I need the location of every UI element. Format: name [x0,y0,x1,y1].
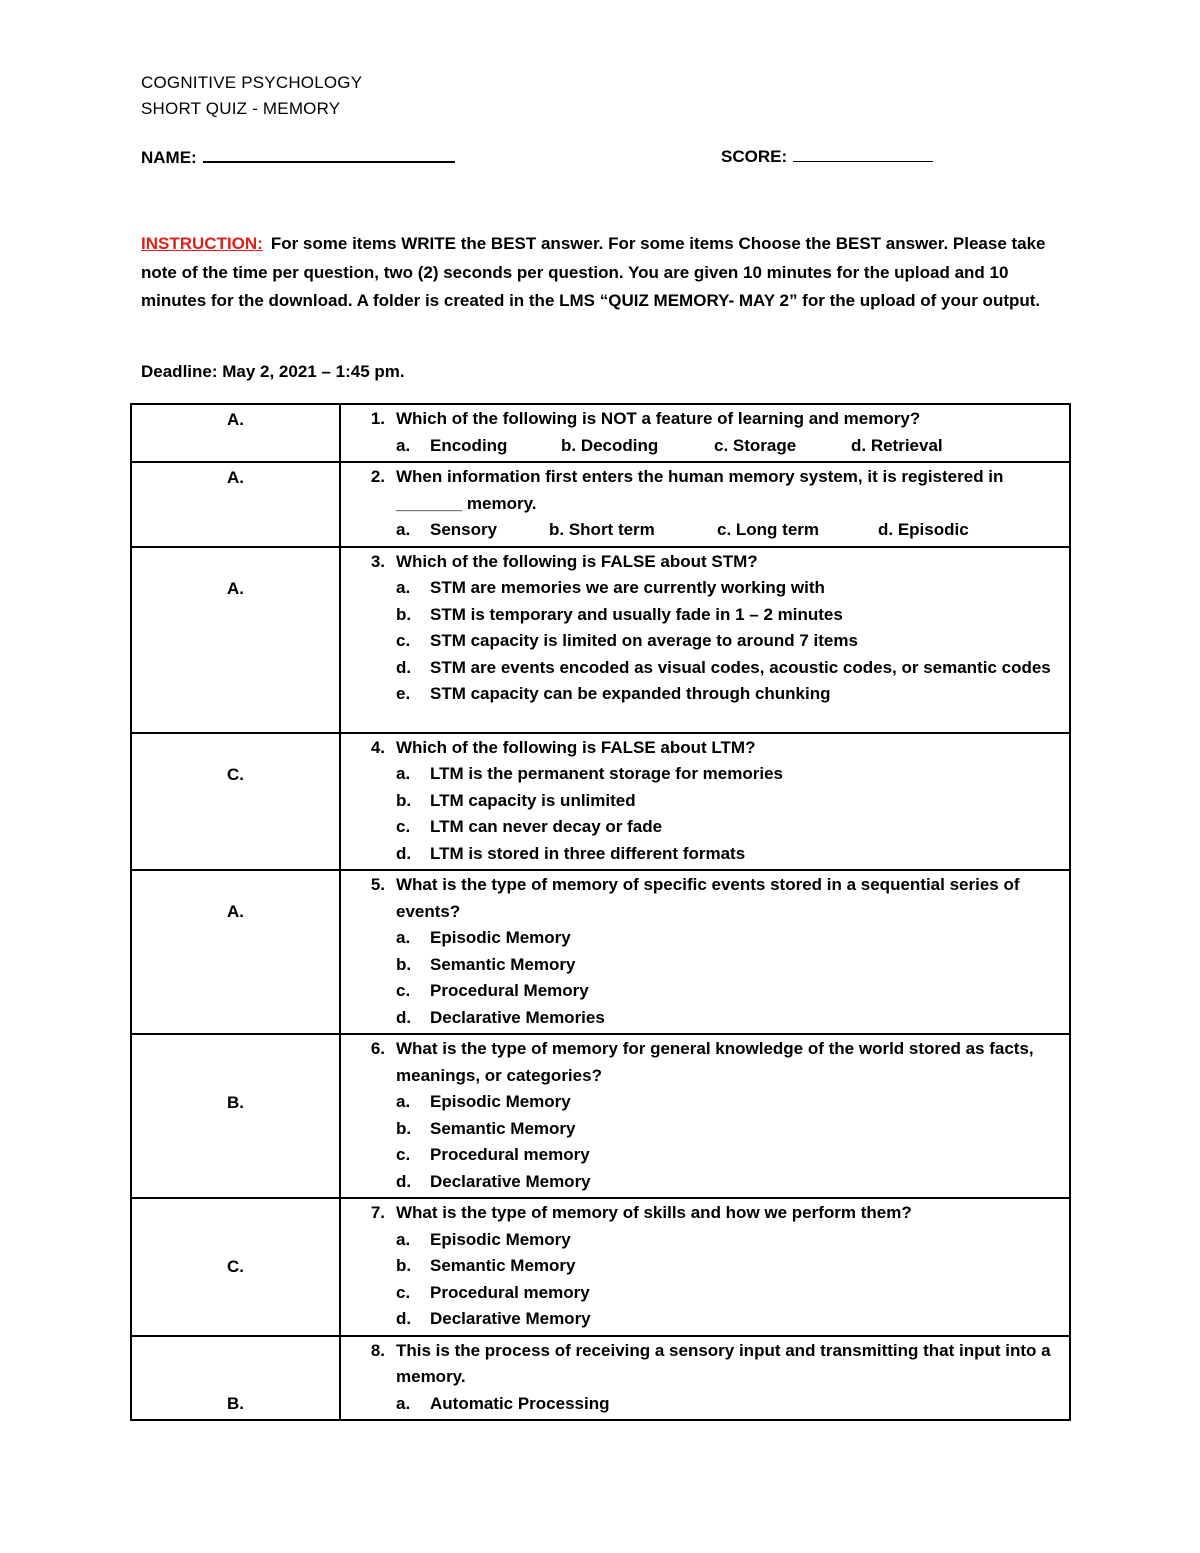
option-item[interactable] [351,788,1057,815]
question-stem [351,1200,1057,1227]
answer-cell[interactable] [131,404,340,462]
answer-text: A. [227,902,244,921]
question-stem [351,1036,1057,1089]
option-letter: d. [396,1007,412,1027]
question-row-5 [131,870,1070,1034]
option-letter: c. [396,1145,411,1164]
question-row-3 [131,547,1070,733]
option-letter: b. [396,1118,412,1138]
option-letter: b. [396,1256,412,1275]
option-item[interactable] [351,1116,1057,1143]
option-letter: c. [396,631,411,650]
option-item[interactable] [351,1306,1057,1333]
option-letter: b. [396,604,412,624]
question-cell [340,1336,1070,1421]
option-item[interactable] [351,1142,1057,1169]
answer-cell[interactable] [131,733,340,871]
question-text: What is the type of memory of specific events stored in a sequential series of events? [396,875,1020,921]
question-text: Which of the following is FALSE about LTM? [396,737,756,757]
question-number: 7. [370,1203,385,1222]
option-text: Procedural Memory [430,981,589,1000]
option-letter: d. [396,1309,412,1328]
option-letter: d. [396,657,412,677]
option-text: STM are memories we are currently working with [430,578,825,597]
option-text: Episodic Memory [430,1092,571,1111]
option-text: Automatic Processing [430,1393,610,1413]
quiz-title: SHORT QUIZ - MEMORY [141,99,341,118]
option-text: Procedural memory [430,1145,590,1164]
inline-option[interactable]: c. Storage [714,435,797,455]
option-letter: a. [396,1092,411,1111]
inline-option[interactable]: c. Long term [717,520,820,539]
option-item[interactable] [351,628,1057,655]
question-stem [351,406,1057,433]
option-letter: a. [396,764,411,783]
score-field [721,145,933,167]
question-text: This is the process of receiving a sensory input and transmitting that input into a memory. [396,1340,1051,1386]
option-item[interactable] [351,1227,1057,1254]
option-letter: c. [396,981,411,1000]
question-row-7 [131,1198,1070,1336]
question-text: What is the type of memory for general knowledge of the world stored as facts, meanings, or categories? [396,1039,1034,1085]
option-text: Declarative Memory [430,1171,591,1191]
option-text: LTM can never decay or fade [430,817,663,836]
answer-text: A. [227,410,244,429]
question-number: 8. [370,1340,385,1360]
quiz-table [130,403,1071,1421]
option-item[interactable] [351,841,1057,868]
option-text: Semantic Memory [430,954,576,974]
name-field [141,145,455,168]
option-text: STM capacity is limited on average to around 7 items [430,631,858,650]
answer-text: C. [227,764,244,784]
answer-cell[interactable] [131,462,340,547]
question-stem [351,464,1057,517]
option-letter: d. [396,843,412,863]
question-number: 5. [370,875,385,894]
option-item[interactable] [351,575,1057,602]
inline-option[interactable]: b. Decoding [561,435,659,455]
option-item[interactable] [351,925,1057,952]
question-cell [340,1198,1070,1336]
option-text: Semantic Memory [430,1256,576,1275]
option-letter: e. [396,684,411,703]
question-row-4 [131,733,1070,871]
option-item[interactable] [351,1089,1057,1116]
question-number: 4. [370,737,385,757]
answer-cell[interactable] [131,1034,340,1198]
question-cell [340,1034,1070,1198]
option-letter: b. [396,790,412,810]
score-blank-line[interactable] [793,145,933,162]
inline-option[interactable]: Encoding [430,435,508,455]
option-item[interactable] [351,1005,1057,1032]
option-text: Declarative Memory [430,1309,591,1328]
question-cell [340,547,1070,733]
inline-option[interactable]: d. Episodic [878,520,969,539]
option-text: LTM is the permanent storage for memories [430,764,783,783]
question-number: 6. [370,1039,385,1058]
name-blank-line[interactable] [203,145,455,163]
option-letter: c. [396,817,411,836]
option-item[interactable] [351,814,1057,841]
option-text: Procedural memory [430,1282,590,1302]
option-letter: c. [396,1282,411,1302]
question-cell [340,733,1070,871]
question-text: Which of the following is NOT a feature of learning and memory? [396,409,921,428]
answer-text: B. [227,1393,244,1413]
option-item[interactable] [351,602,1057,629]
option-letter: a. [396,1393,411,1413]
option-letter: d. [396,1171,412,1191]
option-letter[interactable]: a. [396,435,411,455]
option-letter: a. [396,578,411,597]
question-text: When information first enters the human memory system, it is registered in _______ memory. [396,467,1004,513]
question-cell [340,870,1070,1034]
score-label: SCORE: [721,147,788,166]
question-stem [351,872,1057,925]
option-letter: b. [396,954,412,974]
option-item[interactable] [351,1280,1057,1307]
question-number: 2. [370,467,385,486]
question-stem [351,735,1057,762]
question-stem [351,549,1057,576]
question-text: Which of the following is FALSE about STM? [396,551,758,571]
option-letter[interactable]: a. [396,520,411,539]
option-item[interactable] [351,952,1057,979]
answer-text: B. [227,1093,244,1112]
question-row-1 [131,404,1070,462]
question-cell [340,462,1070,547]
name-label: NAME: [141,148,197,167]
option-text: STM is temporary and usually fade in 1 – 2 minutes [430,604,843,624]
question-stem [351,1338,1057,1391]
question-row-6 [131,1034,1070,1198]
question-number: 3. [370,551,385,571]
option-text: Episodic Memory [430,928,571,947]
inline-option[interactable]: Sensory [430,520,498,539]
question-row-8 [131,1336,1070,1421]
question-text: What is the type of memory of skills and how we perform them? [396,1203,912,1222]
option-item[interactable] [351,681,1057,708]
option-item[interactable] [351,1169,1057,1196]
answer-cell[interactable] [131,1198,340,1336]
answer-cell[interactable] [131,547,340,733]
option-letter: a. [396,1229,411,1249]
option-letter: a. [396,928,411,947]
option-text: Episodic Memory [430,1229,571,1249]
option-item[interactable] [351,761,1057,788]
answer-text: C. [227,1257,244,1276]
instruction-block [141,230,1071,316]
option-item[interactable] [351,655,1057,682]
option-text: Semantic Memory [430,1118,576,1138]
answer-cell[interactable] [131,1336,340,1421]
answer-text: A. [227,578,244,598]
inline-option[interactable]: b. Short term [549,520,655,539]
instruction-text: For some items WRITE the BEST answer. For some items Choose the BEST answer. Please take note of the time per question, two (2) seconds per question. You are given 10 minutes for the upload and 10 minutes for the download. A folder is created in the LMS “QUIZ MEMORY- MAY 2” for the upload of your output. [141,234,1046,310]
option-text: Declarative Memories [430,1007,605,1027]
inline-options [396,517,1057,544]
deadline-text: Deadline: May 2, 2021 – 1:45 pm. [141,362,405,381]
question-number: 1. [370,409,385,428]
course-title: COGNITIVE PSYCHOLOGY [141,73,363,92]
option-text: LTM capacity is unlimited [430,790,636,810]
answer-cell[interactable] [131,870,340,1034]
question-cell [340,404,1070,462]
option-text: LTM is stored in three different formats [430,843,746,863]
inline-options [396,433,1057,460]
option-item[interactable] [351,1253,1057,1280]
question-row-2 [131,462,1070,547]
option-item[interactable] [351,1391,1057,1418]
option-text: STM capacity can be expanded through chunking [430,684,831,703]
instruction-label: INSTRUCTION: [141,234,263,253]
answer-text: A. [227,468,244,487]
inline-option[interactable]: d. Retrieval [851,435,943,455]
option-item[interactable] [351,978,1057,1005]
option-text: STM are events encoded as visual codes, acoustic codes, or semantic codes [430,657,1051,677]
